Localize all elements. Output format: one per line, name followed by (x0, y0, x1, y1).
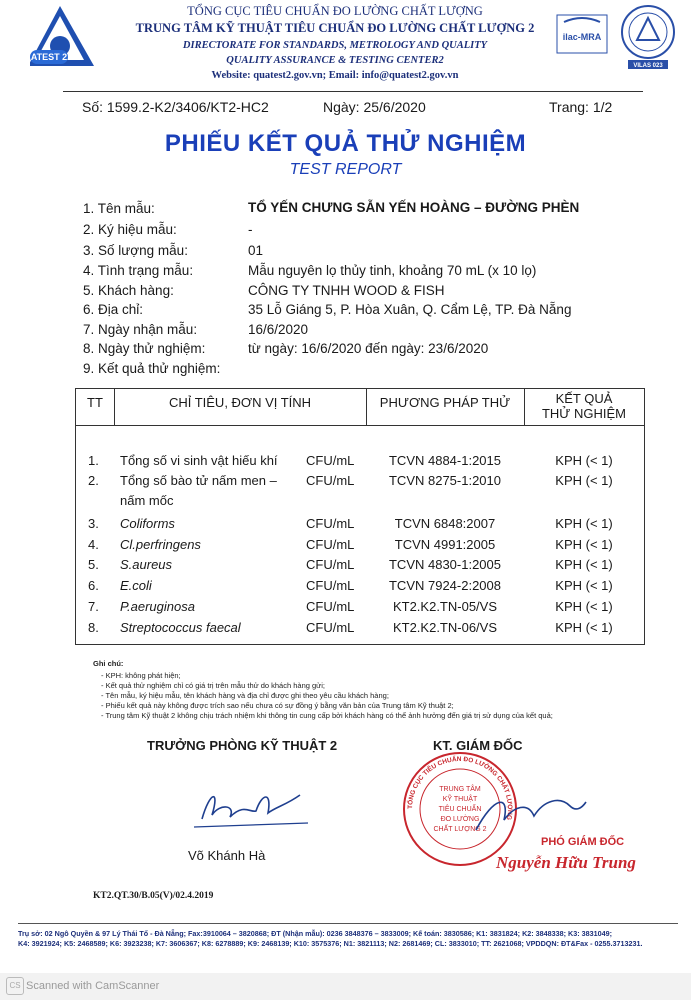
row-2-unit: CFU/mL (306, 473, 355, 488)
row-5-result: KPH (< 1) (555, 557, 613, 572)
row-7-method: KT2.K2.TN-05/VS (392, 599, 498, 614)
row-6-tt: 6. (88, 578, 99, 593)
row-3-unit: CFU/mL (306, 516, 355, 531)
row-2-tt: 2. (88, 473, 99, 488)
right-signatory-name: Nguyễn Hữu Trung (496, 853, 636, 872)
row-3-result: KPH (< 1) (555, 516, 613, 531)
row-8-result: KPH (< 1) (555, 620, 613, 635)
report-date: Ngày: 25/6/2020 (323, 99, 426, 115)
row-3-method: TCVN 6848:2007 (394, 516, 496, 531)
svg-text:ATEST 2: ATEST 2 (30, 52, 68, 62)
svg-text:CHẤT LƯỢNG 2: CHẤT LƯỢNG 2 (433, 826, 487, 833)
note-item: - Kết quả thử nghiệm chỉ có giá trị trên mẫu thử do khách hàng gửi; (101, 681, 325, 690)
col-header-result-line1: KẾT QUẢ (555, 391, 613, 406)
ilac-mra-logo (556, 14, 608, 54)
field-label-results: 9. Kết quả thử nghiệm: (83, 361, 221, 376)
results-table (75, 388, 645, 645)
footer-address-line1: Trụ sở: 02 Ngô Quyền & 97 Lý Thái Tổ - Đà Nẵng; Fax:3910064 – 3820868; ĐT (Nhận mẫu): 0236 3848376 – 3833009; Kế toán: 3830586; K1: 3831824; K2: 3848338; K3: 3831049; (18, 929, 612, 938)
note-text: Tên mẫu, ký hiệu mẫu, tên khách hàng và địa chỉ được ghi theo yêu cầu khách hàng; (105, 691, 389, 700)
row-2-method: TCVN 8275-1:2010 (388, 473, 501, 488)
report-number: Số: 1599.2-K2/3406/KT2-HC2 (82, 99, 269, 115)
footer-address-line2: K4: 3921924; K5: 2468589; K6: 3923238; K7: 3606367; K8: 6278889; K9: 2468139; K10: 3575376; N1: 3821113; N2: 2681469; CL: 3833010; TT: 2621068; VPDDQN: ĐT&Fax - 0255.3713231. (18, 939, 643, 948)
svg-text:KỸ THUẬT: KỸ THUẬT (442, 796, 478, 803)
right-signatory-role: PHÓ GIÁM ĐỐC (541, 836, 625, 848)
field-value-customer: CÔNG TY TNHH WOOD & FISH (248, 283, 445, 298)
field-value-address: 35 Lỗ Giáng 5, P. Hòa Xuân, Q. Cẩm Lệ, TP. Đà Nẵng (248, 302, 572, 317)
col-header-result (524, 391, 644, 421)
field-value-sample-code: - (248, 222, 253, 237)
field-value-condition: Mẫu nguyên lọ thủy tinh, khoảng 70 mL (x 10 lọ) (248, 263, 537, 278)
left-signatory-title: TRƯỞNG PHÒNG KỸ THUẬT 2 (147, 738, 338, 753)
row-1-criteria: Tổng số vi sinh vật hiếu khí (120, 453, 278, 468)
row-5-unit: CFU/mL (306, 557, 355, 572)
row-6-criteria: E.coli (120, 578, 152, 593)
row-3-tt: 3. (88, 516, 99, 531)
scanner-watermark: Scanned with CamScanner (26, 980, 160, 992)
row-8-method: KT2.K2.TN-06/VS (392, 620, 498, 635)
row-4-result: KPH (< 1) (555, 537, 613, 552)
row-6-result: KPH (< 1) (555, 578, 613, 593)
row-1-tt: 1. (88, 453, 99, 468)
right-signature (470, 790, 590, 840)
left-signature (190, 783, 320, 833)
row-7-result: KPH (< 1) (555, 599, 613, 614)
note-item: - KPH: không phát hiện; (101, 671, 181, 680)
row-2-criteria-cont: nấm mốc (120, 493, 174, 508)
footer-rule (18, 923, 678, 924)
note-text: Trung tâm Kỹ thuật 2 không chịu trách nhiệm khi thông tin cung cấp bởi khách hàng có thể ảnh hưởng đến giá trị sử dụng của kết quả; (105, 711, 553, 720)
org-name: TRUNG TÂM KỸ THUẬT TIÊU CHUẨN ĐO LƯỜNG CHẤT LƯỢNG 2 (135, 21, 535, 35)
note-item: - Phiếu kết quả này không được trích sao nếu chưa có sự đồng ý bằng văn bản của Trung tâm Kỹ thuật 2; (101, 701, 454, 710)
field-label-sample-name: 1. Tên mẫu: (83, 201, 155, 216)
field-label-received-date: 7. Ngày nhận mẫu: (83, 322, 198, 337)
col-header-method: PHƯƠNG PHÁP THỬ (379, 395, 511, 410)
col-header-result-line2: THỬ NGHIỆM (541, 406, 627, 421)
row-2-result: KPH (< 1) (555, 473, 613, 488)
row-5-method: TCVN 4830-1:2005 (388, 557, 501, 572)
field-value-test-date: từ ngày: 16/6/2020 đến ngày: 23/6/2020 (248, 341, 489, 356)
field-label-condition: 4. Tình trạng mẫu: (83, 263, 194, 278)
row-5-tt: 5. (88, 557, 99, 572)
row-5-criteria: S.aureus (120, 557, 173, 572)
org-english-2: QUALITY ASSURANCE & TESTING CENTER2 (226, 55, 444, 66)
row-7-unit: CFU/mL (306, 599, 355, 614)
field-value-sample-name: TỔ YẾN CHƯNG SẴN YẾN HOÀNG – ĐƯỜNG PHÈN (248, 200, 580, 215)
org-contact: Website: quatest2.gov.vn; Email: info@quatest2.gov.vn (211, 70, 459, 81)
svg-text:TIÊU CHUẨN: TIÊU CHUẨN (438, 806, 482, 813)
row-4-criteria: Cl.perfringens (120, 537, 201, 552)
row-4-method: TCVN 4991:2005 (394, 537, 496, 552)
report-subtitle: TEST REPORT (289, 161, 402, 178)
row-1-result: KPH (< 1) (555, 453, 613, 468)
page-indicator: Trang: 1/2 (549, 99, 613, 115)
note-text: Phiếu kết quả này không được trích sao nếu chưa có sự đồng ý bằng văn bản của Trung tâm Kỹ thuật 2; (105, 701, 454, 710)
row-7-criteria: P.aeruginosa (120, 599, 195, 614)
right-signatory-title: KT. GIÁM ĐỐC (433, 738, 523, 753)
row-3-criteria: Coliforms (120, 516, 175, 531)
field-label-customer: 5. Khách hàng: (83, 283, 174, 298)
row-8-criteria: Streptococcus faecal (120, 620, 241, 635)
row-6-method: TCVN 7924-2:2008 (388, 578, 501, 593)
svg-text:ĐO LƯỜNG: ĐO LƯỜNG (440, 816, 480, 823)
left-signatory-name: Võ Khánh Hà (188, 848, 266, 863)
row-8-tt: 8. (88, 620, 99, 635)
svg-text:TỔNG CỤC TIÊU CHUẨN ĐO LƯỜNG C: TỔNG CỤC TIÊU CHUẨN ĐO LƯỜNG CHẤT LƯỢNG (406, 755, 514, 821)
note-item: - Trung tâm Kỹ thuật 2 không chịu trách nhiệm khi thông tin cung cấp bởi khách hàng có thể ảnh hưởng đến giá trị sử dụng của kết quả; (101, 711, 553, 720)
svg-text:TRUNG TÂM: TRUNG TÂM (439, 786, 481, 793)
svg-text:VILAS 023: VILAS 023 (633, 63, 663, 69)
org-english-1: DIRECTORATE FOR STANDARDS, METROLOGY AND QUALITY (182, 40, 488, 51)
notes-title: Ghi chú: (93, 659, 124, 668)
atest-logo (30, 2, 100, 72)
row-4-unit: CFU/mL (306, 537, 355, 552)
field-label-address: 6. Địa chỉ: (83, 302, 144, 317)
field-value-quantity: 01 (248, 243, 264, 258)
field-label-test-date: 8. Ngày thử nghiệm: (83, 341, 206, 356)
note-text: KPH: không phát hiện; (105, 671, 181, 680)
camscanner-icon: CS (6, 977, 24, 995)
row-1-unit: CFU/mL (306, 453, 355, 468)
row-2-criteria: Tổng số bào tử nấm men – (120, 473, 277, 488)
org-parent: TỔNG CỤC TIÊU CHUẨN ĐO LƯỜNG CHẤT LƯỢNG (187, 4, 483, 18)
note-text: Kết quả thử nghiệm chỉ có giá trị trên mẫu thử do khách hàng gửi; (105, 681, 325, 690)
vilas-seal (617, 4, 679, 70)
report-title: PHIẾU KẾT QUẢ THỬ NGHIỆM (164, 130, 527, 157)
field-label-sample-code: 2. Ký hiệu mẫu: (83, 222, 177, 237)
row-8-unit: CFU/mL (306, 620, 355, 635)
form-code: KT2.QT.30/B.05(V)/02.4.2019 (93, 891, 214, 901)
row-7-tt: 7. (88, 599, 99, 614)
svg-text:ilac-MRA: ilac-MRA (562, 32, 602, 42)
field-label-quantity: 3. Số lượng mẫu: (83, 243, 188, 258)
row-4-tt: 4. (88, 537, 99, 552)
table-header-rule (76, 425, 644, 426)
col-header-criteria: CHỈ TIÊU, ĐƠN VỊ TÍNH (168, 395, 312, 410)
header-rule (63, 91, 643, 92)
field-value-received-date: 16/6/2020 (248, 322, 309, 337)
note-item: - Tên mẫu, ký hiệu mẫu, tên khách hàng và địa chỉ được ghi theo yêu cầu khách hàng; (101, 691, 389, 700)
row-1-method: TCVN 4884-1:2015 (388, 453, 501, 468)
row-6-unit: CFU/mL (306, 578, 355, 593)
col-header-tt: TT (87, 395, 103, 410)
